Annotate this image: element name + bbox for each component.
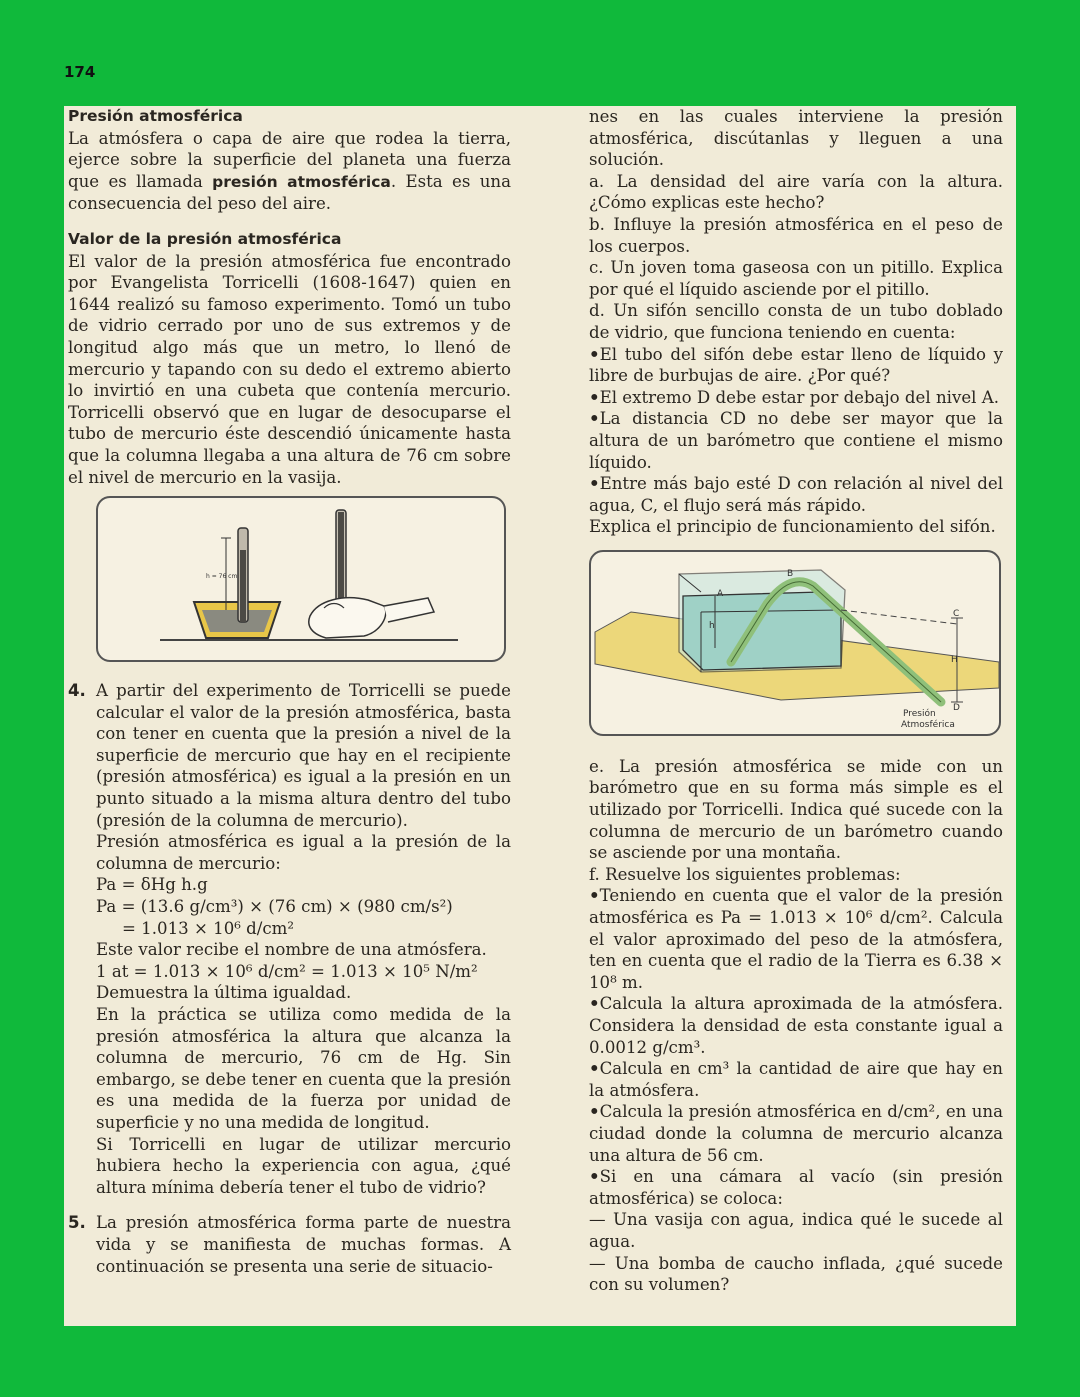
item-b: b. Influye la presión atmosférica en el peso de los cuerpos. <box>589 214 1003 256</box>
siphon-figure <box>589 550 1001 736</box>
question-5: 5. La presión atmosférica forma parte de nuestra vida y se manifiesta de muchas formas. A continuación se presenta una serie de situacio- <box>68 1213 511 1276</box>
q4-line-4: En la práctica se utiliza como medida de la presión atmosférica la altura que alcanza la columna de mercurio, 76 cm de Hg. Sin embargo, se debe tener en cuenta que la presión es una medida de la fuerza por unidad de superficie y no una medida de longitud. <box>96 1005 511 1132</box>
q4-line-2: Este valor recibe el nombre de una atmósfera. <box>96 940 487 960</box>
item-f-bullet-3: • Calcula en cm³ la cantidad de aire que hay en la atmósfera. <box>589 1058 1003 1101</box>
q4-line-3: Demuestra la última igualdad. <box>96 983 352 1003</box>
item-e: e. La presión atmosférica se mide con un barómetro que en su forma más simple es el utilizado por Torricelli. Indica qué sucede con la columna de mercurio de un barómetro cuando se asciende por una montaña. <box>589 756 1003 863</box>
question-4: 4. A partir del experimento de Torricelli se puede calcular el valor de la presión atmosférica, basta con tener en cuenta que la presión a nivel de la superficie de mercurio que hay en el recipiente (presión atmosférica) es igual a la presión en un punto situado a la misma altura dentro del tubo (presión de la columna de mercurio). <box>68 681 511 830</box>
q4-equation-3: = 1.013 × 10⁶ d/cm² <box>122 918 295 938</box>
item-d: d. Un sifón sencillo consta de un tubo doblado de vidrio, que funciona teniendo en cuenta: <box>589 301 1003 342</box>
item-a: a. La densidad del aire varía con la altura. ¿Cómo explicas este hecho? <box>589 171 1003 213</box>
item-f-dash-1: — Una vasija con agua, indica qué le sucede al agua. <box>589 1210 1003 1251</box>
item-f-bullet-5: • Si en una cámara al vacío (sin presión atmosférica) se coloca: <box>589 1166 1003 1209</box>
label-a: A <box>717 588 724 599</box>
paragraph-intro: La atmósfera o capa de aire que rodea la tierra, ejerce sobre la superficie del planeta una fuerza que es llamada presión atmosférica. Esta es una consecuencia del peso del aire. <box>68 128 511 214</box>
q4-equation-1: Pa = δHg h.g <box>96 875 208 895</box>
item-d-line-5: Explica el principio de funcionamiento del sifón. <box>589 517 996 537</box>
paragraph-torricelli: El valor de la presión atmosférica fue encontrado por Evangelista Torricelli (1608-1647) quien en 1644 realizó su famoso experimento. Tomó un tubo de vidrio cerrado por uno de sus extremos y de longitud algo más que un metro, lo llenó de mercurio y tapando con su dedo el extremo abierto lo invirtió en una cubeta que contenía mercurio. Torricelli observó que en lugar de desocuparse el tubo de mercurio éste descendió únicamente hasta que la columna llegaba a una altura de 76 cm sobre el nivel de mercurio en la vasija. <box>68 251 511 487</box>
torricelli-figure <box>96 496 506 662</box>
q4-equation-2: Pa = (13.6 g/cm³) × (76 cm) × (980 cm/s²) <box>96 897 453 917</box>
item-d-bullet-4: • Entre más bajo esté D con relación al nivel del agua, C, el flujo será más rápido. <box>589 473 1003 516</box>
item-d-bullet-3: • La distancia CD no debe ser mayor que la altura de un barómetro que contiene el mismo líquido. <box>589 408 1003 473</box>
label-d: D <box>953 702 960 713</box>
height-label: h = 76 cm <box>206 573 238 581</box>
r-line-1: nes en las cuales interviene la presión atmosférica, discútanlas y lleguen a una solución. <box>589 107 1003 170</box>
item-f-bullet-2: • Calcula la altura aproximada de la atmósfera. Considera la densidad de esta constante igual a 0.0012 g/cm³. <box>589 993 1003 1058</box>
item-d-bullet-2: • El extremo D debe estar por debajo del nivel A. <box>589 387 1003 409</box>
q4-equation-4: 1 at = 1.013 × 10⁶ d/cm² = 1.013 × 10⁵ N/m² <box>96 961 478 981</box>
item-f: f. Resuelve los siguientes problemas: <box>589 864 901 884</box>
q4-line-5: Si Torricelli en lugar de utilizar mercurio hubiera hecho la experiencia con agua, ¿qué altura mínima debería tener el tubo de vidrio? <box>96 1134 511 1197</box>
item-f-bullet-1: • Teniendo en cuenta que el valor de la presión atmosférica es Pa = 1.013 × 10⁶ d/cm². Calcula el valor aproximado del peso de la atmósfera, ten en cuenta que el radio de la Tierra es 6.38 × 10⁸ m. <box>589 885 1003 993</box>
bold-term: presión atmosférica <box>212 172 391 191</box>
heading-valor: Valor de la presión atmosférica <box>68 229 342 248</box>
label-h-upper: H <box>951 654 958 665</box>
label-h-lower: h <box>709 620 715 631</box>
left-column <box>68 106 511 1277</box>
item-f-bullet-4: • Calcula la presión atmosférica en d/cm², en una ciudad donde la columna de mercurio alcanza una altura de 56 cm. <box>589 1101 1003 1166</box>
right-column <box>589 106 1003 1296</box>
heading-presion: Presión atmosférica <box>68 107 243 125</box>
item-d-bullet-1: • El tubo del sifón debe estar lleno de líquido y libre de burbujas de aire. ¿Por qué? <box>589 344 1003 387</box>
item-c: c. Un joven toma gaseosa con un pitillo. Explica por qué el líquido asciende por el pitillo. <box>589 258 1003 299</box>
label-b: B <box>787 568 794 579</box>
item-f-dash-2: — Una bomba de caucho inflada, ¿qué sucede con su volumen? <box>589 1253 1003 1295</box>
siphon-illustration <box>591 552 999 734</box>
page-number: 174 <box>64 63 96 81</box>
torricelli-illustration <box>98 498 504 660</box>
label-presion: Presión <box>903 708 936 719</box>
label-c: C <box>953 608 960 619</box>
q4-line-1: Presión atmosférica es igual a la presión de la columna de mercurio: <box>96 832 511 873</box>
label-atmosferica: Atmosférica <box>901 719 955 730</box>
book-page <box>64 106 1016 1326</box>
